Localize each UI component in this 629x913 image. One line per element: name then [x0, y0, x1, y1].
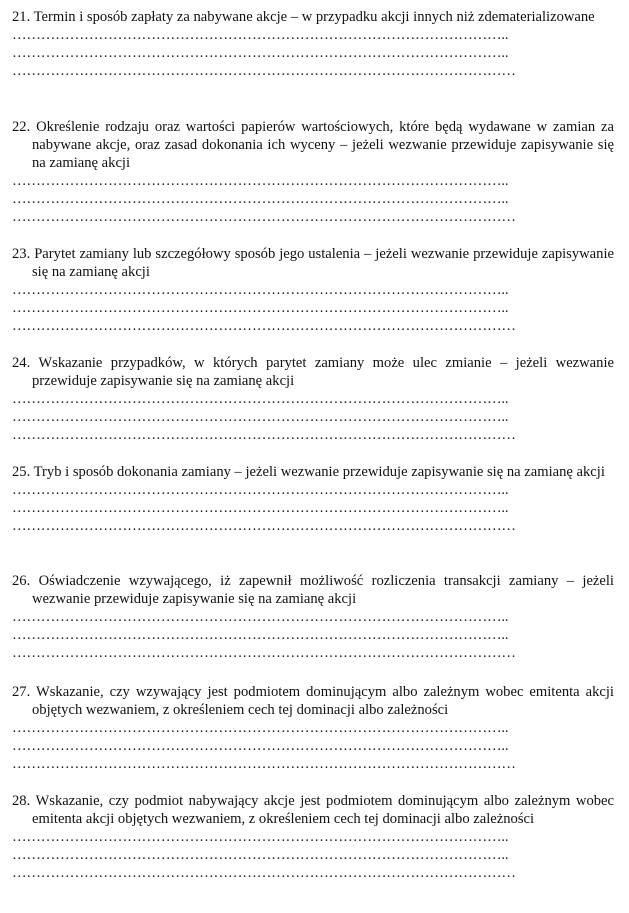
section-21-heading: [12, 8, 614, 26]
section-25-text: Tryb i sposób dokonania zamiany – jeżeli wezwanie przewiduje zapisywanie się na zamianę akcji: [33, 464, 605, 480]
section-27-number: 27.: [12, 684, 31, 700]
section-22-text: Określenie rodzaju oraz wartości papierów wartościowych, które będą wydawane w zamian za nabywane akcje, oraz zasad dokonania ich wyceny – jeżeli wezwanie przewiduje zapisywanie się na zamianę akcji: [32, 119, 615, 171]
section-21: [12, 8, 614, 80]
section-23-number: 23.: [12, 246, 31, 262]
section-24-number: 24.: [12, 355, 31, 371]
section-25-answer-line-3[interactable]: ……………………………………………………………………………………………: [12, 518, 516, 534]
section-21-answer-line-2[interactable]: …………………………………………………………………………………………..: [12, 45, 509, 61]
section-25: [12, 463, 614, 535]
section-23-heading: [12, 245, 614, 281]
section-21-answer-line-1[interactable]: …………………………………………………………………………………………..: [12, 27, 509, 43]
section-26-heading: [12, 572, 614, 608]
section-22-number: 22.: [12, 119, 31, 135]
section-28-answer-line-1[interactable]: …………………………………………………………………………………………..: [12, 829, 509, 845]
section-27-text: Wskazanie, czy wzywający jest podmiotem dominującym albo zależnym wobec emitenta akcji objętych wezwaniem, z określeniem cech tej dominacji albo zależności: [32, 684, 614, 718]
section-24-answer-line-2[interactable]: …………………………………………………………………………………………..: [12, 409, 509, 425]
section-25-number: 25.: [12, 464, 31, 480]
section-23-text: Parytet zamiany lub szczegółowy sposób jego ustalenia – jeżeli wezwanie przewiduje zapisywanie się na zamianę akcji: [32, 246, 614, 280]
section-26-number: 26.: [12, 573, 31, 589]
section-21-number: 21.: [12, 9, 31, 25]
section-21-answer-line-3[interactable]: ……………………………………………………………………………………………: [12, 63, 516, 79]
section-24-heading: [12, 354, 614, 390]
section-28-text: Wskazanie, czy podmiot nabywający akcje jest podmiotem dominującym albo zależnym wobec emitenta akcji objętych wezwaniem, z określeniem cech tej dominacji albo zależności: [32, 793, 615, 827]
section-28-heading: [12, 792, 614, 828]
section-24-answer-line-1[interactable]: …………………………………………………………………………………………..: [12, 391, 509, 407]
section-27-heading: [12, 683, 614, 719]
section-22-answer-line-3[interactable]: ……………………………………………………………………………………………: [12, 209, 516, 225]
section-26-answer-line-3[interactable]: ……………………………………………………………………………………………: [12, 645, 516, 661]
section-26: [12, 572, 614, 662]
section-25-answer-line-2[interactable]: …………………………………………………………………………………………..: [12, 500, 509, 516]
section-26-answer-line-1[interactable]: …………………………………………………………………………………………..: [12, 609, 509, 625]
section-22: [12, 118, 614, 226]
section-28: [12, 792, 614, 882]
section-25-heading: [12, 463, 614, 481]
section-22-answer-line-1[interactable]: …………………………………………………………………………………………..: [12, 173, 509, 189]
section-27: [12, 683, 614, 773]
section-25-answer-line-1[interactable]: …………………………………………………………………………………………..: [12, 482, 509, 498]
section-27-answer-line-1[interactable]: …………………………………………………………………………………………..: [12, 720, 509, 736]
section-23-answer-line-3[interactable]: ……………………………………………………………………………………………: [12, 318, 516, 334]
section-28-answer-line-3[interactable]: ……………………………………………………………………………………………: [12, 865, 516, 881]
section-24: [12, 354, 614, 444]
section-27-answer-line-2[interactable]: …………………………………………………………………………………………..: [12, 738, 509, 754]
section-28-answer-line-2[interactable]: …………………………………………………………………………………………..: [12, 847, 509, 863]
section-23: [12, 245, 614, 335]
section-21-text: Termin i sposób zapłaty za nabywane akcje – w przypadku akcji innych niż zdematerializowane: [33, 9, 595, 25]
section-22-answer-line-2[interactable]: …………………………………………………………………………………………..: [12, 191, 509, 207]
section-26-answer-line-2[interactable]: …………………………………………………………………………………………..: [12, 627, 509, 643]
section-24-text: Wskazanie przypadków, w których parytet zamiany może ulec zmianie – jeżeli wezwanie przewiduje zapisywanie się na zamianę akcji: [32, 355, 614, 389]
section-27-answer-line-3[interactable]: ……………………………………………………………………………………………: [12, 756, 516, 772]
section-28-number: 28.: [12, 793, 31, 809]
section-23-answer-line-1[interactable]: …………………………………………………………………………………………..: [12, 282, 509, 298]
section-22-heading: [12, 118, 614, 172]
section-26-text: Oświadczenie wzywającego, iż zapewnił możliwość rozliczenia transakcji zamiany – jeżeli wezwanie przewiduje zapisywanie się na zamianę akcji: [32, 573, 614, 607]
section-24-answer-line-3[interactable]: ……………………………………………………………………………………………: [12, 427, 516, 443]
section-23-answer-line-2[interactable]: …………………………………………………………………………………………..: [12, 300, 509, 316]
